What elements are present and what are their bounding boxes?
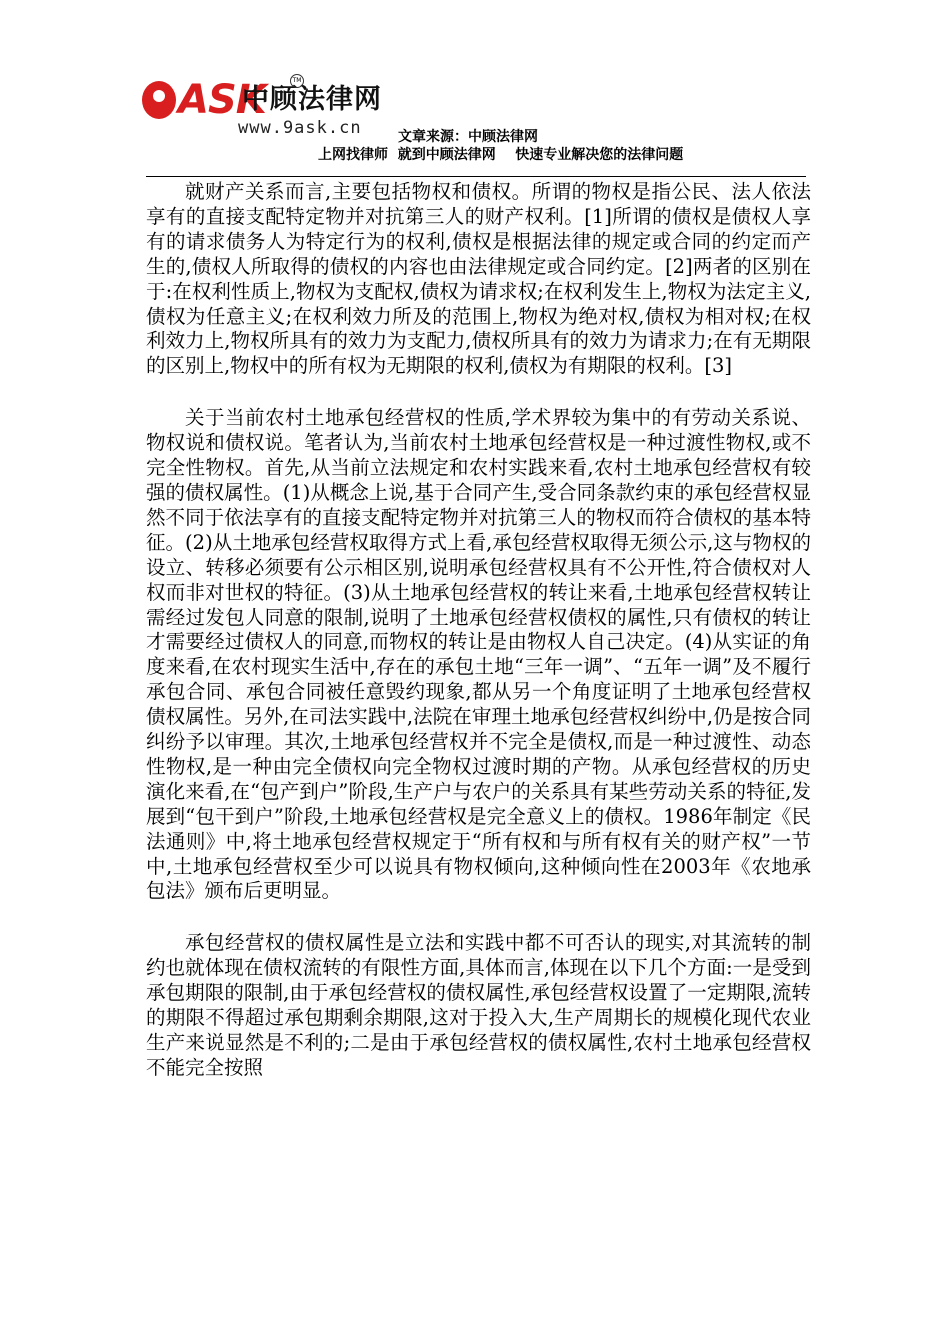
article-body [146, 180, 811, 1108]
logo-9-shape [142, 81, 176, 119]
article-source: 文章来源：中顾法律网 [398, 129, 538, 145]
logo-chinese-name: 中顾法律网 [242, 84, 382, 115]
header-slogan: 上网找律师 就到中顾法律网 快速专业解决您的法律问题 [318, 147, 684, 163]
paragraph-3: 承包经营权的债权属性是立法和实践中都不可否认的现实,对其流转的制约也就体现在债权流转的有限性方面,具体而言,体现在以下几个方面:一是受到承包期限的限制,由于承包经营权的债权属性,承包经营权设置了一定期限,流转的期限不得超过承包期剩余期限,这对于投入大,生产周期长的规模化现代农业生产来说显然是不利的;二是由于承包经营权的债权属性,农村土地承包经营权不能完全按照 [146, 931, 811, 1079]
site-logo [142, 72, 402, 142]
trademark-icon: TM [290, 74, 304, 88]
paragraph-1: 就财产关系而言,主要包括物权和债权。所谓的物权是指公民、法人依法享有的直接支配特定物并对抗第三人的财产权利。[1]所谓的债权是债权人享有的请求债务人为特定行为的权利,债权是根据法律的规定或合同的约定而产生的,债权人所取得的债权的内容也由法律规定或合同约定。[2]两者的区别在于:在权利性质上,物权为支配权,债权为请求权;在权利发生上,物权为法定主义,债权为任意主义;在权利效力所及的范围上,物权为绝对权,债权为相对权;在权利效力上,物权所具有的效力为支配力,债权所具有的效力为请求力;在有无期限的区别上,物权中的所有权为无期限的权利,债权为有期限的权利。[3] [146, 180, 811, 378]
logo-mark-text: ASK [178, 77, 266, 123]
logo-url: www.9ask.cn [238, 118, 362, 138]
header-divider [146, 176, 806, 177]
paragraph-2: 关于当前农村土地承包经营权的性质,学术界较为集中的有劳动关系说、物权说和债权说。笔者认为,当前农村土地承包经营权是一种过渡性物权,或不完全性物权。首先,从当前立法规定和农村实践来看,农村土地承包经营权有较强的债权属性。(1)从概念上说,基于合同产生,受合同条款约束的承包经营权显然不同于依法享有的直接支配特定物并对抗第三人的物权而符合债权的基本特征。(2)从土地承包经营权取得方式上看,承包经营权取得无须公示,这与物权的设立、转移必须要有公示相区别,说明承包经营权具有不公开性,符合债权对人权而非对世权的特征。(3)从土地承包经营权的转让来看,土地承包经营权转让需经过发包人同意的限制,说明了土地承包经营权债权的属性,只有债权的转让才需要经过债权人的同意,而物权的转让是由物权人自己决定。(4)从实证的角度来看,在农村现实生活中,存在的承包土地“三年一调”、“五年一调”及不履行承包合同、承包合同被任意毁约现象,都从另一个角度证明了土地承包经营权债权属性。另外,在司法实践中,法院在审理土地承包经营权纠纷中,仍是按合同纠纷予以审理。其次,土地承包经营权并不完全是债权,而是一种过渡性、动态性物权,是一种由完全债权向完全物权过渡时期的产物。从承包经营权的历史演化来看,在“包产到户”阶段,生产户与农户的关系具有某些劳动关系的特征,发展到“包干到户”阶段,土地承包经营权是完全意义上的债权。1986年制定《民法通则》中,将土地承包经营权规定于“所有权和与所有权有关的财产权”一节中,土地承包经营权至少可以说具有物权倾向,这种倾向性在2003年《农地承包法》颁布后更明显。 [146, 406, 811, 903]
